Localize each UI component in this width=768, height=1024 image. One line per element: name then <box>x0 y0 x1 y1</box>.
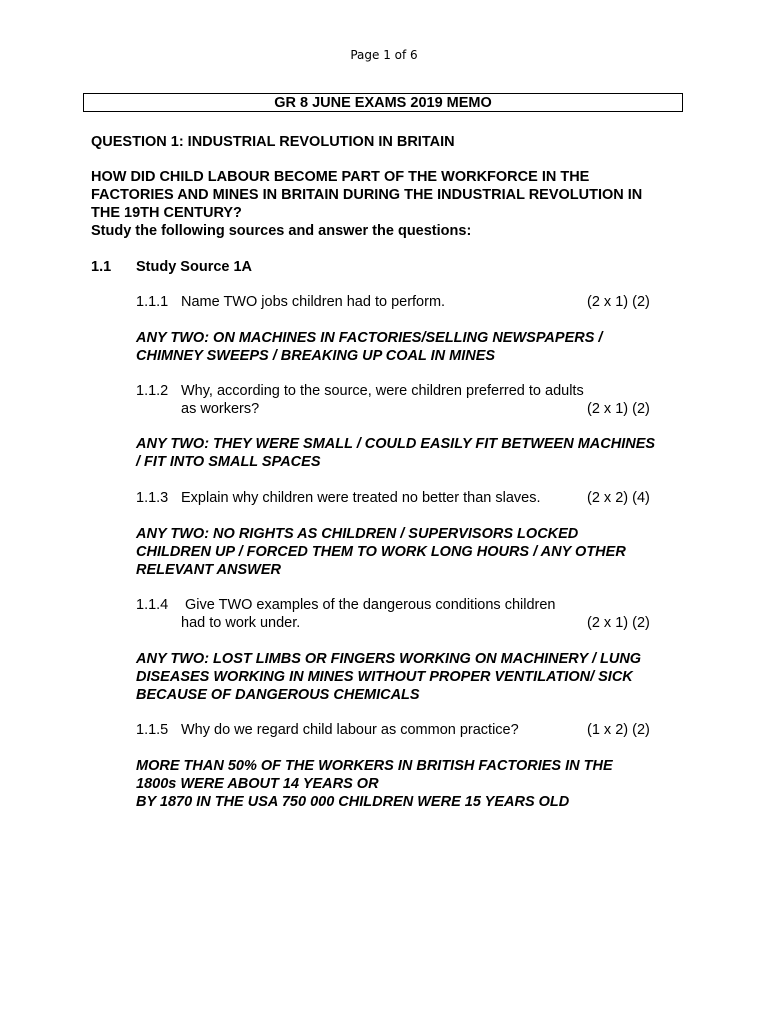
answer-line: CHIMNEY SWEEPS / BREAKING UP COAL IN MINES <box>136 348 496 364</box>
answer-line: 1800s WERE ABOUT 14 YEARS OR <box>136 776 379 792</box>
answer-line: / FIT INTO SMALL SPACES <box>136 454 321 470</box>
item-question: as workers? <box>181 401 260 417</box>
intro-line: THE 19TH CENTURY? <box>91 205 242 221</box>
document-title: GR 8 JUNE EXAMS 2019 MEMO <box>83 93 683 112</box>
item-number: 1.1.1 <box>136 294 169 310</box>
answer-line: CHILDREN UP / FORCED THEM TO WORK LONG HOURS / ANY OTHER <box>136 544 626 560</box>
item-marks: (2 x 1) (2) <box>587 401 650 417</box>
section-number: 1.1 <box>91 259 112 275</box>
answer-line: ANY TWO: LOST LIMBS OR FINGERS WORKING ON MACHINERY / LUNG <box>136 651 642 667</box>
item-question: Why, according to the source, were children preferred to adults <box>181 383 584 399</box>
answer-line: ANY TWO: THEY WERE SMALL / COULD EASILY FIT BETWEEN MACHINES <box>136 436 656 452</box>
intro-line: HOW DID CHILD LABOUR BECOME PART OF THE WORKFORCE IN THE <box>91 169 590 185</box>
item-marks: (2 x 2) (4) <box>587 490 650 506</box>
question-title: QUESTION 1: INDUSTRIAL REVOLUTION IN BRITAIN <box>91 134 455 150</box>
item-question: had to work under. <box>181 615 301 631</box>
answer-line: ANY TWO: ON MACHINES IN FACTORIES/SELLING NEWSPAPERS / <box>136 330 603 346</box>
intro-line: FACTORIES AND MINES IN BRITAIN DURING THE INDUSTRIAL REVOLUTION IN <box>91 187 643 203</box>
answer-line: BY 1870 IN THE USA 750 000 CHILDREN WERE 15 YEARS OLD <box>136 794 570 810</box>
item-question: Explain why children were treated no better than slaves. <box>181 490 541 506</box>
answer-line: MORE THAN 50% OF THE WORKERS IN BRITISH FACTORIES IN THE <box>136 758 613 774</box>
item-question: Give TWO examples of the dangerous conditions children <box>185 597 556 613</box>
answer-line: RELEVANT ANSWER <box>136 562 281 578</box>
item-number: 1.1.5 <box>136 722 169 738</box>
item-marks: (2 x 1) (2) <box>587 615 650 631</box>
item-number: 1.1.3 <box>136 490 169 506</box>
answer-line: ANY TWO: NO RIGHTS AS CHILDREN / SUPERVISORS LOCKED <box>136 526 579 542</box>
item-question: Why do we regard child labour as common practice? <box>181 722 519 738</box>
page-number: Page 1 of 6 <box>350 48 418 62</box>
item-marks: (1 x 2) (2) <box>587 722 650 738</box>
item-number: 1.1.4 <box>136 597 169 613</box>
answer-line: DISEASES WORKING IN MINES WITHOUT PROPER VENTILATION/ SICK <box>136 669 633 685</box>
item-question: Name TWO jobs children had to perform. <box>181 294 446 310</box>
instruction-line: Study the following sources and answer the questions: <box>91 223 472 239</box>
item-marks: (2 x 1) (2) <box>587 294 650 310</box>
section-title: Study Source 1A <box>136 259 253 275</box>
item-number: 1.1.2 <box>136 383 169 399</box>
answer-line: BECAUSE OF DANGEROUS CHEMICALS <box>136 687 420 703</box>
